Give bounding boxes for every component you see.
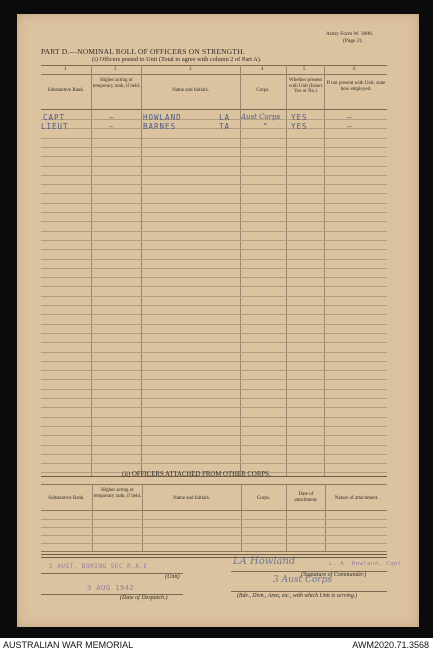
unit-stamp: 2 AUST. BORING SEC R.A.E — [49, 563, 148, 570]
rule-line — [41, 286, 387, 287]
rule-line — [41, 249, 387, 250]
rule-line — [41, 156, 387, 157]
footer-accession: AWM2020.71.3568 — [352, 640, 429, 650]
rule-line — [41, 535, 387, 536]
rule-line — [41, 259, 387, 260]
col-number-5: 5 — [303, 67, 306, 72]
rule-line — [41, 175, 387, 176]
rule-line — [41, 352, 387, 353]
rule-line — [41, 519, 387, 520]
rule-line — [41, 389, 387, 390]
rule-line — [41, 543, 387, 544]
col2-header-date: Date of attachment. — [294, 492, 318, 503]
signature-stamp: L. A. Howland, Capt. — [329, 561, 406, 567]
rule-line — [41, 193, 387, 194]
row2-note: — — [347, 122, 353, 131]
col-header-corps: Corps. — [256, 88, 270, 93]
row2-present: YES — [291, 122, 308, 131]
row1-acting: — — [109, 113, 115, 122]
rule-line — [41, 166, 387, 167]
col-number-4: 4 — [261, 67, 264, 72]
rule-line — [41, 333, 387, 334]
rule-line — [41, 147, 387, 148]
rule-line — [41, 370, 387, 371]
col-number-2: 2 — [114, 67, 117, 72]
formation-handwriting: 3 Aust Corps — [273, 575, 332, 585]
row1-initials: LA — [219, 113, 231, 122]
rule-line — [41, 454, 387, 455]
rule-line — [41, 221, 387, 222]
col2-header-acting: Higher acting or temporary rank, if held. — [93, 488, 142, 499]
row1-name: HOWLAND — [143, 113, 182, 122]
col-header-employed: If not present with Unit, state how employed. — [326, 81, 386, 92]
rule-line — [41, 240, 387, 241]
rule-line — [41, 296, 387, 297]
rule-line — [41, 128, 387, 129]
rule-line — [41, 398, 387, 399]
rule-line — [41, 231, 387, 232]
date-stamp: 3 AUG 1942 — [87, 584, 135, 592]
rule-line — [41, 314, 387, 315]
rule-line — [41, 268, 387, 269]
row2-corps: " — [263, 122, 269, 131]
col-header-present: Whether present with Unit (Insert Yes or No.) — [288, 78, 323, 94]
document-sheet — [17, 14, 419, 627]
col-number-6: 6 — [353, 67, 356, 72]
col2-header-nature: Nature of attachment. — [334, 496, 379, 501]
col-number-3: 3 — [189, 67, 192, 72]
col-number-1: 1 — [64, 67, 67, 72]
rule-line — [41, 138, 387, 139]
rule-line — [41, 417, 387, 418]
rule-line — [41, 212, 387, 213]
rule-line — [41, 305, 387, 306]
signature: LA Howland — [233, 556, 296, 567]
row2-initials: TA — [219, 122, 231, 131]
row2-rank: LIEUT — [41, 122, 69, 131]
rule-line — [41, 342, 387, 343]
form-reference: Army Form W. 3006. — [326, 31, 374, 37]
section1-title: (i) Officers posted to Unit (Total to agree with column 2 of Part A). — [92, 56, 262, 63]
signature-label: (Signature of Commander.) — [301, 572, 367, 578]
rule-line — [41, 407, 387, 408]
rule-line — [41, 379, 387, 380]
row1-corps: Aust Corps — [241, 113, 281, 121]
page-reference: (Page 2). — [343, 38, 363, 44]
rule-line — [41, 324, 387, 325]
row1-present: YES — [291, 113, 308, 122]
part-title: PART D.—NOMINAL ROLL OF OFFICERS ON STRENGTH. — [41, 47, 245, 56]
row2-acting: — — [109, 122, 115, 131]
rule-line — [41, 184, 387, 185]
rule-line — [41, 527, 387, 528]
archive-footer — [0, 638, 433, 653]
unit-label: (Unit) — [165, 574, 180, 580]
rule-line — [41, 277, 387, 278]
row2-name: BARNES — [143, 122, 177, 131]
col2-header-rank: Substantive Rank. — [48, 496, 85, 501]
rule-line — [41, 435, 387, 436]
formation-label: (Bde., Divn., Area, etc., with which Unit is serving.) — [237, 593, 358, 599]
rule-line — [41, 426, 387, 427]
attached-officers-table — [41, 484, 387, 552]
date-label: (Date of Despatch.) — [120, 595, 168, 601]
footer-institution: AUSTRALIAN WAR MEMORIAL — [3, 640, 134, 650]
officers-table — [41, 65, 387, 477]
col-header-rank: Substantive Rank. — [47, 88, 85, 93]
row1-rank: CAPT — [43, 113, 66, 122]
section2-title: (ii) OFFICERS ATTACHED FROM OTHER CORPS. — [122, 471, 271, 478]
col2-header-corps: Corps. — [256, 496, 271, 501]
rule-line — [41, 463, 387, 464]
rule-line — [41, 203, 387, 204]
col-header-acting: Higher acting or temporary rank, if held. — [92, 78, 141, 89]
rule-line — [41, 445, 387, 446]
rule-line — [41, 119, 387, 120]
rule-line — [41, 361, 387, 362]
row1-note: — — [347, 113, 353, 122]
col-header-name: Name and Initials. — [172, 88, 209, 93]
col2-header-name: Name and Initials. — [173, 496, 210, 501]
